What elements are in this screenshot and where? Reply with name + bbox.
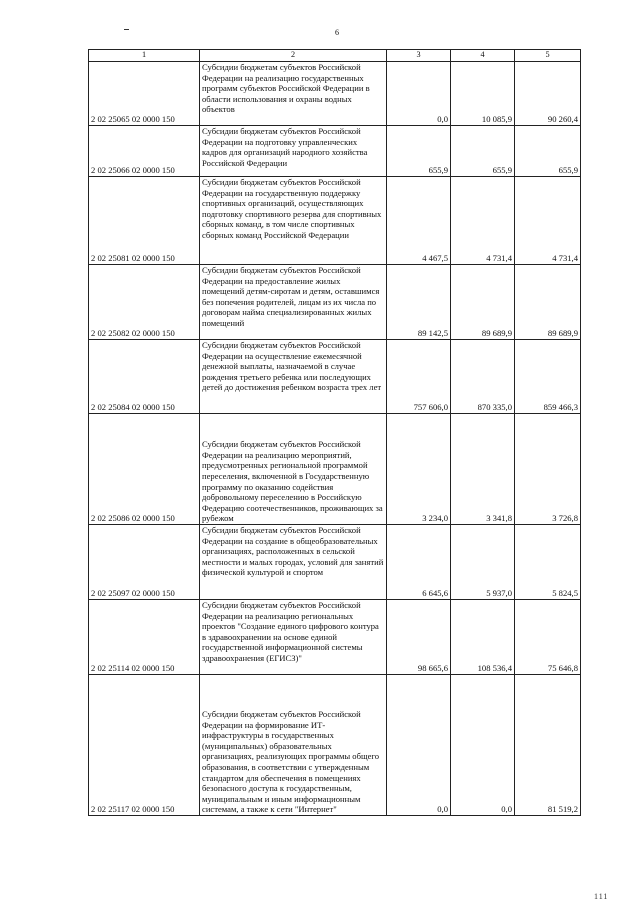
table-row <box>89 675 581 816</box>
value-col-3: 6 645,6 <box>387 525 451 600</box>
budget-code: 2 02 25065 02 0000 150 <box>89 62 200 126</box>
row-description: Субсидии бюджетам субъектов Российской Федерации на подготовку управленческих кадров для организаций народного хозяйства Российской Федерации <box>200 126 387 177</box>
budget-code: 2 02 25082 02 0000 150 <box>89 265 200 340</box>
table-row <box>89 525 581 600</box>
value-col-5: 89 689,9 <box>515 265 581 340</box>
value-col-5: 5 824,5 <box>515 525 581 600</box>
value-col-5: 75 646,8 <box>515 600 581 675</box>
value-col-4: 89 689,9 <box>451 265 515 340</box>
table-row <box>89 265 581 340</box>
row-description: Субсидии бюджетам субъектов Российской Федерации на предоставление жилых помещений детям-сиротам и детям, оставшимся без попечения родителей, лицам из их числа по договорам найма специализированных жилых помещений <box>200 265 387 340</box>
table-row <box>89 126 581 177</box>
value-col-5: 655,9 <box>515 126 581 177</box>
value-col-5: 4 731,4 <box>515 177 581 265</box>
budget-code: 2 02 25086 02 0000 150 <box>89 414 200 525</box>
row-description: Субсидии бюджетам субъектов Российской Федерации на государственную поддержку спортивных организаций, осуществляющих подготовку спортивного резерва для спортивных сборных команд, в том числе спортивных сборных команд Российской Федерации <box>200 177 387 265</box>
value-col-5: 859 466,3 <box>515 340 581 414</box>
row-description: Субсидии бюджетам субъектов Российской Федерации на реализацию государственных программ субъектов Российской Федерации в области использования и охраны водных объектов <box>200 62 387 126</box>
table-row <box>89 62 581 126</box>
value-col-4: 4 731,4 <box>451 177 515 265</box>
header-cell-3: 3 <box>387 50 451 62</box>
value-col-5: 3 726,8 <box>515 414 581 525</box>
value-col-3: 89 142,5 <box>387 265 451 340</box>
value-col-3: 4 467,5 <box>387 177 451 265</box>
value-col-4: 5 937,0 <box>451 525 515 600</box>
table-row <box>89 340 581 414</box>
value-col-3: 655,9 <box>387 126 451 177</box>
table-header-row <box>89 50 581 62</box>
table-row <box>89 414 581 525</box>
scan-dash-mark <box>124 29 129 30</box>
table-row <box>89 600 581 675</box>
value-col-5: 90 260,4 <box>515 62 581 126</box>
value-col-4: 870 335,0 <box>451 340 515 414</box>
budget-code: 2 02 25084 02 0000 150 <box>89 340 200 414</box>
budget-revenue-table <box>88 49 581 816</box>
header-cell-4: 4 <box>451 50 515 62</box>
value-col-3: 3 234,0 <box>387 414 451 525</box>
page-number: 6 <box>335 28 339 37</box>
budget-code: 2 02 25097 02 0000 150 <box>89 525 200 600</box>
value-col-4: 655,9 <box>451 126 515 177</box>
value-col-5: 81 519,2 <box>515 675 581 816</box>
table-row <box>89 177 581 265</box>
header-cell-5: 5 <box>515 50 581 62</box>
row-description: Субсидии бюджетам субъектов Российской Федерации на реализацию мероприятий, предусмотренных региональной программой переселения, включенной в Государственную программу по оказанию содействия добровольному переселению в Российскую Федерацию соотечественников, проживающих за рубежом <box>200 414 387 525</box>
value-col-3: 757 606,0 <box>387 340 451 414</box>
value-col-4: 10 085,9 <box>451 62 515 126</box>
value-col-3: 98 665,6 <box>387 600 451 675</box>
value-col-4: 3 341,8 <box>451 414 515 525</box>
value-col-3: 0,0 <box>387 675 451 816</box>
value-col-3: 0,0 <box>387 62 451 126</box>
value-col-4: 108 536,4 <box>451 600 515 675</box>
row-description: Субсидии бюджетам субъектов Российской Федерации на создание в общеобразовательных организациях, расположенных в сельской местности и малых городах, условий для занятий физической культурой и спортом <box>200 525 387 600</box>
budget-code: 2 02 25114 02 0000 150 <box>89 600 200 675</box>
budget-code: 2 02 25066 02 0000 150 <box>89 126 200 177</box>
budget-code: 2 02 25117 02 0000 150 <box>89 675 200 816</box>
header-cell-2: 2 <box>200 50 387 62</box>
row-description: Субсидии бюджетам субъектов Российской Федерации на реализацию региональных проектов "Создание единого цифрового контура в здравоохранении на основе единой государственной информационной системы здравоохранения (ЕГИСЗ)" <box>200 600 387 675</box>
header-cell-1: 1 <box>89 50 200 62</box>
row-description: Субсидии бюджетам субъектов Российской Федерации на осуществление ежемесячной денежной выплаты, назначаемой в случае рождения третьего ребенка или последующих детей до достижения ребенком возраста трех лет <box>200 340 387 414</box>
value-col-4: 0,0 <box>451 675 515 816</box>
row-description: Субсидии бюджетам субъектов Российской Федерации на формирование ИТ-инфраструктуры в государственных (муниципальных) образовательных организациях, реализующих программы общего образования, в соответствии с утвержденным стандартом для обеспечения в помещениях безопасного доступа к государственным, муниципальным и иным информационным системам, а также к сети "Интернет" <box>200 675 387 816</box>
budget-code: 2 02 25081 02 0000 150 <box>89 177 200 265</box>
corner-number: 111 <box>594 892 609 901</box>
